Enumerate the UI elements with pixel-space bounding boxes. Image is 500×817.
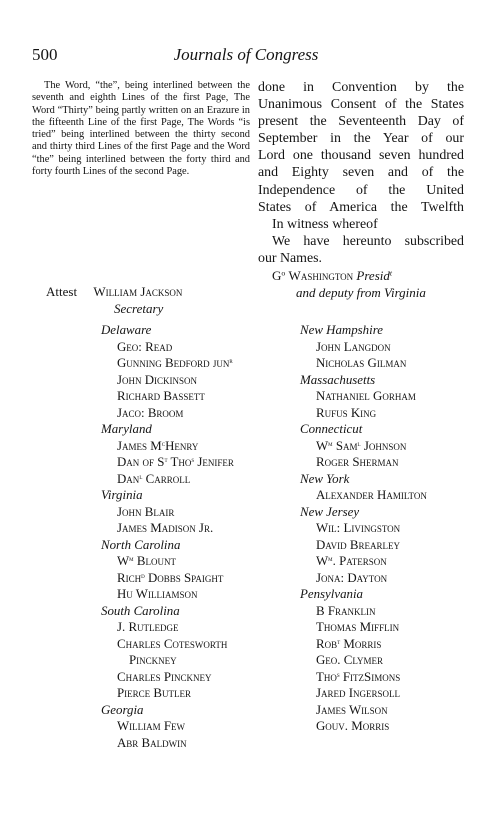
signer-name: Jaco: Broom [117,405,184,420]
state-heading: South Carolina [101,603,180,618]
signer-sup: s [336,669,340,679]
signer-name-text: W [117,554,130,568]
signer-name: Wil: Livingston [316,521,401,535]
signer-sup: d [141,570,145,580]
signer-name [300,636,427,653]
cert-line: done in Convention by the [258,80,464,95]
erasure-note [32,80,250,178]
signer-name [101,355,234,372]
signer-name-text: . Paterson [332,554,387,568]
state-heading: North Carolina [101,537,181,552]
signer-name: James Madison Jr. [117,521,214,535]
signer-name: Charles Cotesworth [117,636,228,651]
signer-name [300,438,427,455]
signer-name-text: FitzSimons [339,669,401,684]
signer-name: Charles Pinckney [117,669,212,684]
page-header [32,45,460,67]
signer-sup: m [328,553,333,563]
signer-name: Pinckney [129,653,177,667]
state-heading: Georgia [101,702,144,717]
signer-name: Jona: Dayton [316,570,388,585]
signer-sup: m [328,438,333,448]
erasure-note-text: The Word, “the”, being interlined between the seventh and eighth Lines of the first Page, The Word “Thirty” being partly written on an Erazure in the fifteenth Line of the first Page, The Words “is tried” being interlined between the thirty second and thirty third Lines of the first Page and the Word “the” being interlined between the forty third and forty fourth Lines of the second Page. [32,80,250,178]
signer-name-text: W [316,438,329,453]
signer-name: Abr Baldwin [117,735,187,750]
signer-sup: m [129,553,134,563]
state-heading: Pensylvania [300,587,363,601]
signer-name: David Brearley [316,537,400,552]
washington-title-sup: t [389,268,393,278]
cert-line: Independence of the United [258,182,464,198]
signer-name: Gouv. Morris [316,719,390,733]
cert-line: and Eighty seven and of the [258,165,464,181]
cert-line: Unanimous Consent of the States [258,97,464,113]
state-heading: Connecticut [300,422,363,436]
signer-name-text: Rob [316,636,338,651]
signer-name-text: Sam [332,438,358,453]
signer-name-text: Tho [316,669,337,684]
signer-name [300,553,427,570]
signer-sup: s [191,454,195,464]
signer-name-text: W [316,554,329,568]
signer-name-text: Gunning Bedford jun [117,356,230,370]
state-heading: New Hampshire [300,323,383,337]
running-title: Journals of Congress [173,45,319,64]
signer-sup: t [337,636,341,646]
signer-name [101,454,234,471]
signer-name-text: Dobbs Spaight [144,570,224,585]
state-heading: Maryland [101,422,152,436]
signer-name: Hu Williamson [117,587,198,601]
signer-sup: l [357,438,361,448]
signer-name: Alexander Hamilton [316,488,427,502]
signer-name [101,553,234,570]
state-heading: Massachusetts [300,372,376,387]
washington-initial: G [272,268,282,283]
signer-name: William Few [117,719,186,733]
signer-name: Geo. Clymer [316,653,383,667]
washington-initial-sup: o [281,268,286,278]
signer-name: Richard Bassett [117,389,205,403]
washington-signature [272,267,426,301]
signer-sup: c [161,438,166,448]
state-heading: Virginia [101,488,143,502]
signer-name: Geo: Read [117,339,173,354]
signer-name: Roger Sherman [316,455,399,469]
signer-name-text: Dan [117,471,140,486]
cert-line: States of America the Twelfth [258,199,464,215]
signer-name: John Dickinson [117,372,198,387]
signer-name-text: Johnson [360,438,407,453]
signer-sup: t [164,454,168,464]
cert-line: In witness whereof [272,216,378,232]
signer-name [101,570,234,587]
signers-right-column [300,322,427,735]
signer-sup: l [139,471,143,481]
signer-name-text: Blount [133,554,176,568]
cert-line: Lord one thousand seven hundred [258,148,464,164]
washington-line [272,267,426,284]
attest-role: Secretary [114,300,164,316]
signer-name-text: Tho [167,455,192,469]
state-heading: New York [300,471,350,486]
signer-name-text: Morris [340,636,382,651]
attest-name: William Jackson [93,284,183,299]
state-heading: New Jersey [300,504,360,519]
signer-name: B Franklin [316,603,376,618]
signer-name: Nicholas Gilman [316,356,407,370]
cert-line: our Names. [258,250,323,266]
signer-name: John Blair [117,504,175,519]
certification-paragraph [258,79,464,267]
signers-left-column [101,322,234,751]
attest-line [46,284,182,301]
signer-name: John Langdon [316,339,391,354]
state-heading: Delaware [101,323,152,337]
attest-label: Attest [46,284,78,299]
signer-name: Nathaniel Gorham [316,389,416,403]
cert-line: present the Seventeenth Day of [258,114,464,130]
signer-name [300,669,427,686]
signer-name [101,438,234,455]
washington-title: Presid [356,268,390,283]
signer-name: Rufus King [316,405,377,420]
signer-name [101,471,234,488]
signer-name-text: Carroll [142,471,191,486]
signer-name-text: Rich [117,570,142,585]
washington-name: Washington [288,268,354,283]
signer-name: Thomas Mifflin [316,620,400,634]
cert-line: September in the Year of our [258,131,464,147]
page-number: 500 [32,45,58,64]
signer-name-text: Jenifer [194,455,234,469]
signer-name: Pierce Butler [117,686,191,700]
signer-name-text: Henry [165,438,199,453]
signer-name: Jared Ingersoll [316,686,401,700]
signer-name: J. Rutledge [117,620,179,634]
signer-name-text: Dan of S [117,455,165,469]
signer-name-text: James M [117,438,162,453]
attest-block [46,284,182,317]
cert-line: We have hereunto subscribed [272,233,464,249]
signer-sup: r [229,355,233,365]
washington-deputy-line: and deputy from Virginia [296,285,426,300]
signer-name: James Wilson [316,702,388,717]
